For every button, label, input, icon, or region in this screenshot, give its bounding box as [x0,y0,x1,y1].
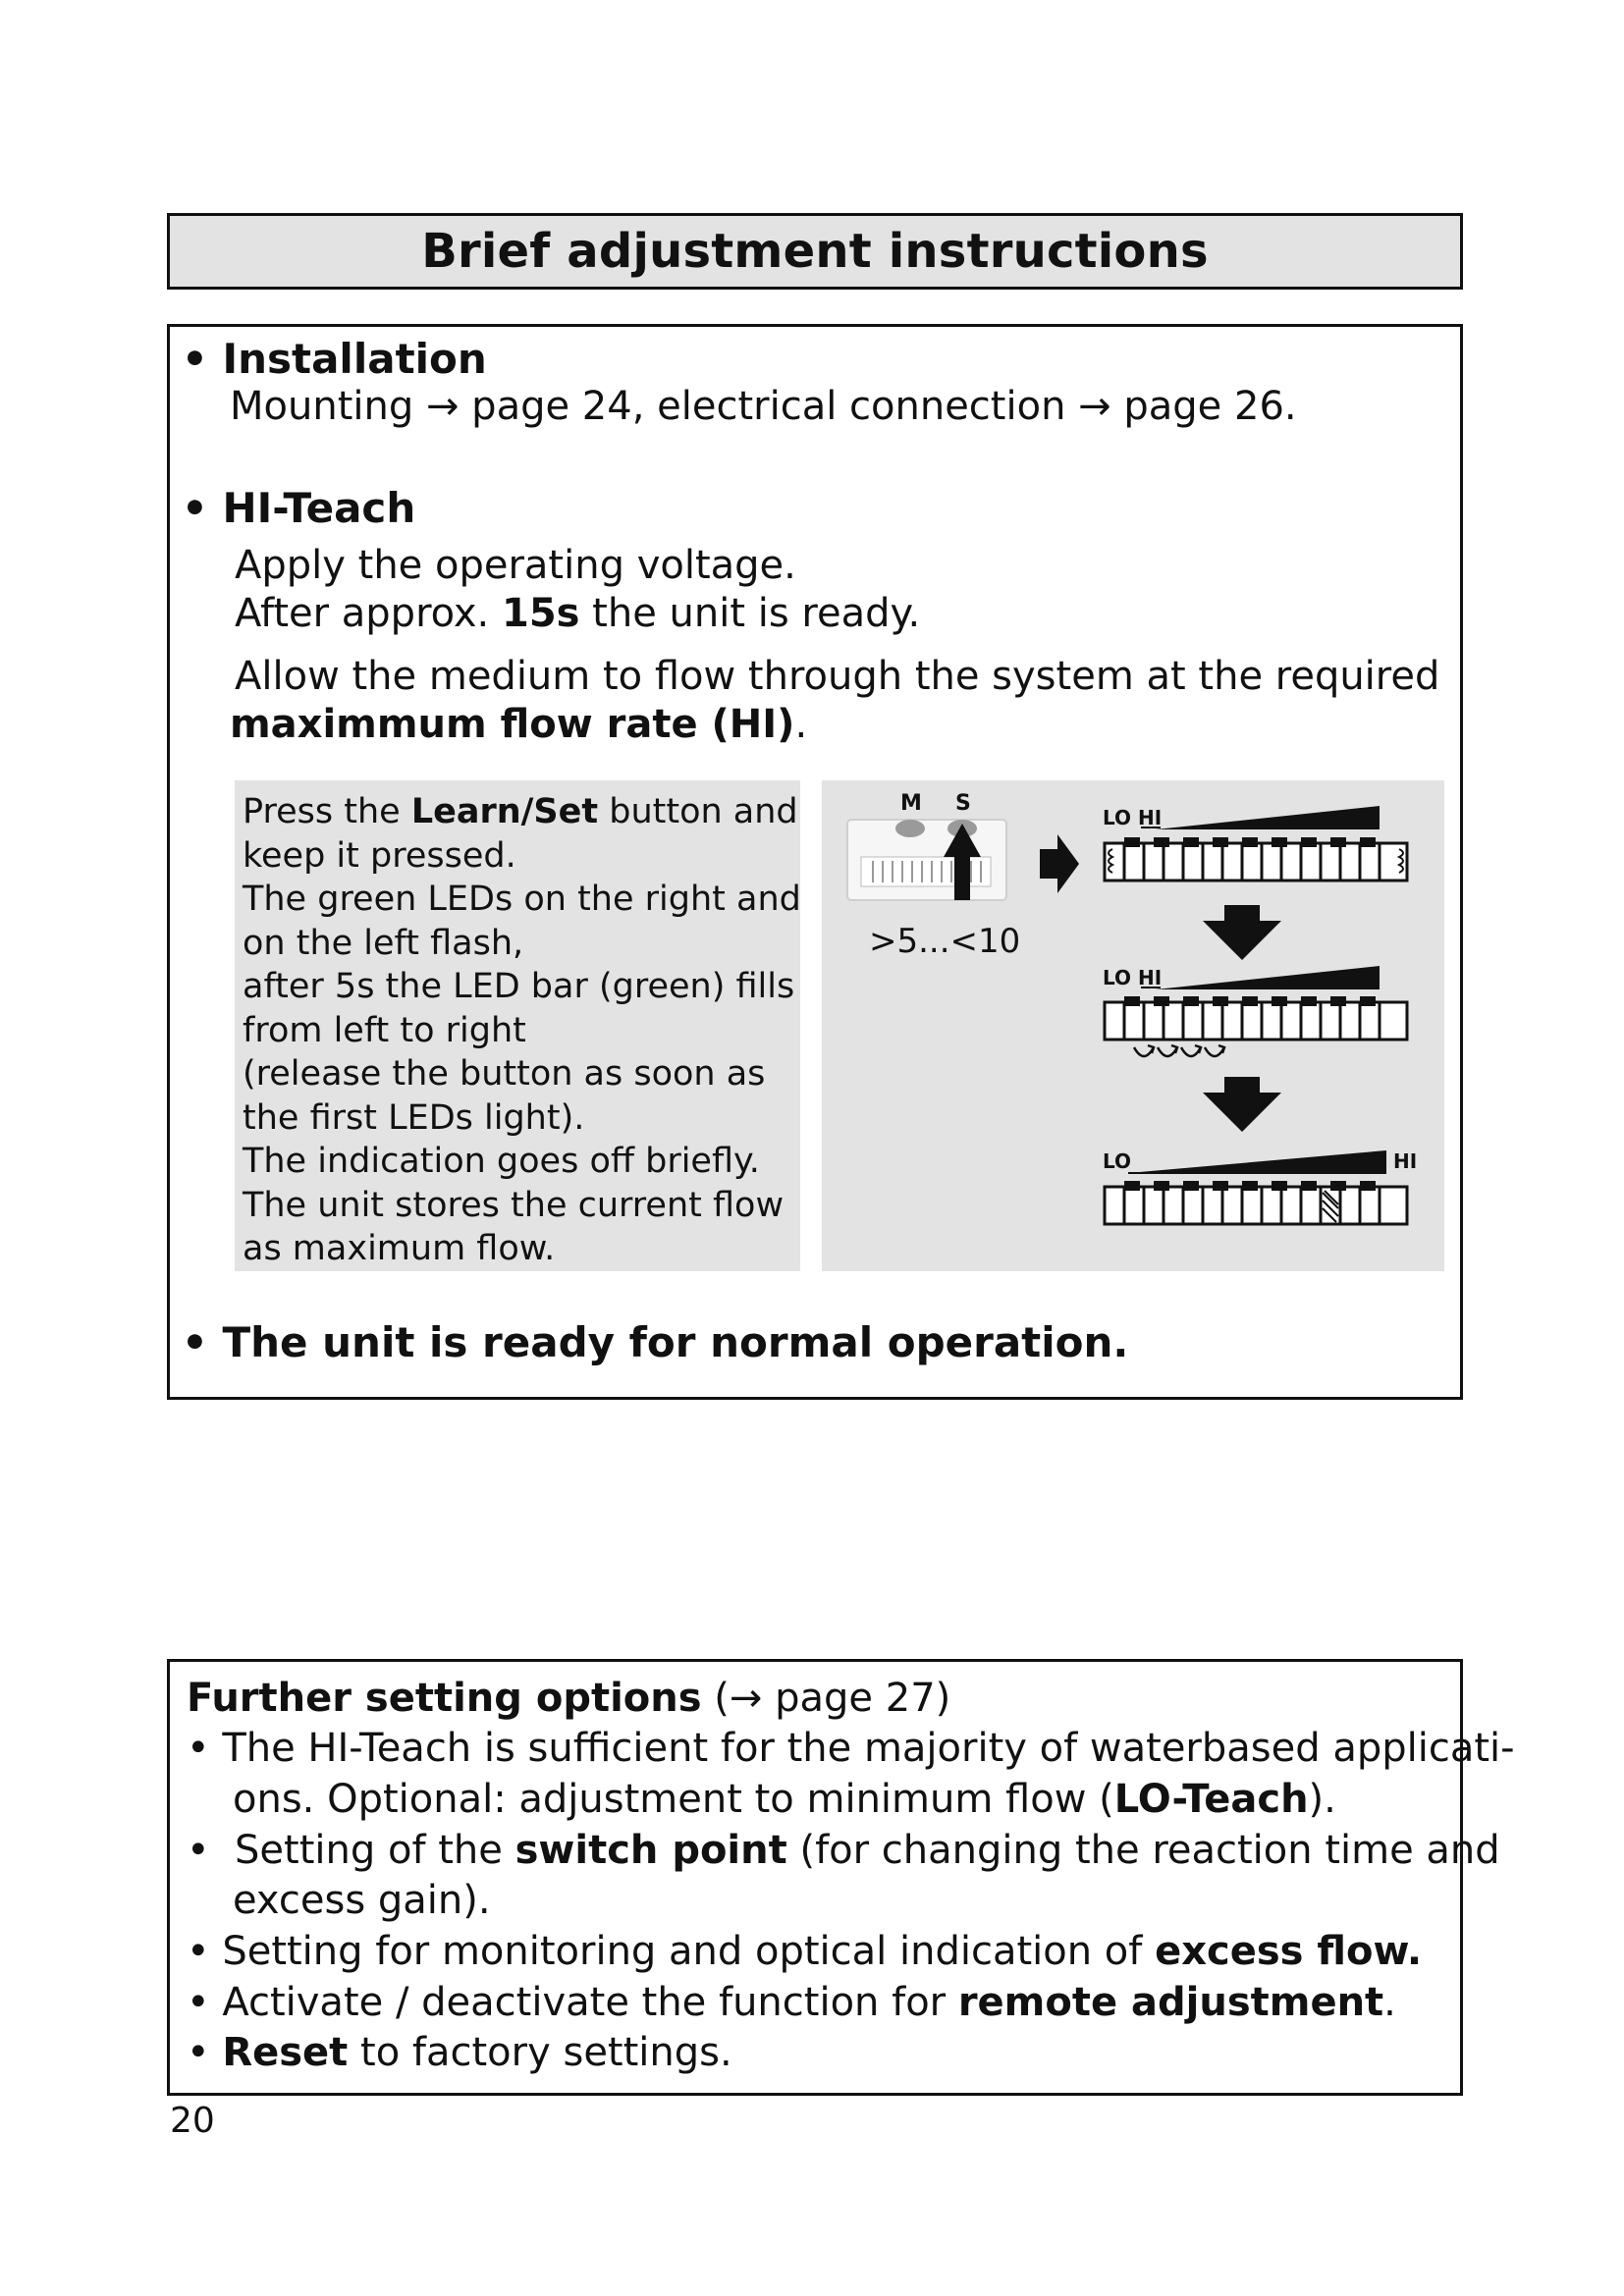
further-bullet-5-post: to factory settings. [348,2030,732,2075]
hiteach-heading [182,484,415,532]
instructions-box [167,324,1463,1400]
right-arrow-icon [1040,834,1079,893]
ready-statement [182,1318,1128,1366]
further-bullet-2-cont: excess gain). [233,1878,491,1923]
installation-text-mid: page 24, electrical connection [459,384,1079,429]
procedure-line: keep it pressed. [243,835,516,876]
title-box [167,213,1463,290]
further-bullet-2-pre: Setting of the [235,1828,515,1873]
hiteach-line-4-bold: maximmum flow rate (HI) [230,702,795,747]
further-bullet-1-text: The HI-Teach is sufficient for the majority of waterbased applicati- [222,1726,1515,1771]
further-bullet-4-post: . [1383,1980,1396,2025]
installation-heading-text: Installation [222,335,487,383]
further-bullet-1 [187,1724,1515,1773]
excess-flow-label: excess flow. [1155,1929,1423,1974]
hiteach-line-3: Allow the medium to flow through the system at the required [235,654,1440,699]
bullet: • [187,1726,210,1771]
hiteach-heading-text: HI-Teach [222,484,416,532]
page-number: 20 [170,2101,215,2141]
arrow-icon: → [729,1676,763,1721]
further-bullet-4 [187,1978,1396,2027]
procedure-line: (release the button as soon as [243,1054,766,1094]
hi-label-3: HI [1393,1149,1418,1173]
bullet: • [182,1318,208,1366]
lo-hi-label-1: LO HI [1103,806,1163,829]
procedure-line: after 5s the LED bar (green) fills [243,967,795,1006]
down-arrow-icon [1203,1077,1281,1132]
further-bullet-3 [187,1927,1422,1976]
led-bar-stage-1 [1103,806,1407,881]
arrow-icon: → [425,384,460,429]
procedure-line: on the left flash, [243,923,524,963]
m-button [895,820,925,837]
procedure-text-panel [235,780,800,1271]
further-heading-post: page 27) [762,1676,951,1721]
s-label: S [955,791,971,816]
remote-adjustment-label: remote adjustment [957,1980,1384,2025]
bullet: • [187,1828,210,1873]
led-sequence-figure [822,780,1444,1271]
further-heading-pre: ( [701,1676,730,1721]
procedure-line: The indication goes off briefly. [243,1142,760,1181]
bullet: • [182,335,208,383]
procedure-line-1-pre: Press the [243,792,411,831]
reset-label: Reset [222,2030,349,2075]
hiteach-line-4 [230,700,807,749]
led-sequence-diagram [822,780,1444,1271]
installation-text-post: page 26. [1110,384,1297,429]
further-bullet-1-cont-pre: ons. Optional: adjustment to minimum flow ( [233,1777,1114,1822]
bullet: • [187,1929,210,1974]
further-bullet-1-cont [233,1775,1336,1824]
down-arrow-icon [1203,905,1281,960]
switch-point-label: switch point [514,1828,787,1873]
procedure-line: The unit stores the current flow [243,1185,785,1225]
bullet: • [187,2030,210,2075]
further-bullet-1-cont-post: ). [1308,1777,1336,1822]
further-heading [187,1674,950,1723]
ready-statement-text: The unit is ready for normal operation. [222,1318,1129,1366]
procedure-line [243,790,798,834]
m-label: M [900,791,922,816]
hiteach-line-4-post: . [794,702,808,747]
installation-text [230,382,1297,431]
fill-progress-icon [1134,1045,1224,1056]
device-front [847,820,1006,900]
bullet: • [187,1980,210,2025]
procedure-line: the first LEDs light). [243,1097,585,1138]
led-bar-stage-2 [1103,966,1407,1056]
learn-set-label: Learn/Set [410,792,599,831]
further-bullet-5 [187,2028,732,2077]
page-title: Brief adjustment instructions [421,224,1209,279]
further-bullet-2-post: (for changing the reaction time and [786,1828,1500,1873]
hiteach-line-2-pre: After approx. [235,591,502,636]
arrow-icon: → [1078,384,1111,429]
hiteach-line-2 [235,589,920,638]
hiteach-line-2-post: the unit is ready. [579,591,921,636]
lo-teach-label: LO-Teach [1113,1777,1309,1822]
hiteach-line-1: Apply the operating voltage. [235,543,796,588]
installation-heading [182,335,487,383]
procedure-line-1-post: button and [598,792,798,831]
hiteach-line-2-bold: 15s [501,591,580,636]
further-heading-bold: Further setting options [187,1676,702,1721]
led-bar-stage-3 [1103,1149,1417,1224]
lo-hi-label-2: LO HI [1103,966,1163,989]
lo-label-3: LO [1103,1149,1132,1173]
bullet: • [182,484,208,532]
further-bullet-4-pre: Activate / deactivate the function for [222,1980,958,2025]
procedure-line: as maximum flow. [243,1229,556,1268]
further-bullet-3-pre: Setting for monitoring and optical indication of [222,1929,1156,1974]
further-options-box [167,1659,1515,2096]
procedure-line: from left to right [243,1010,526,1050]
timing-label: >5...<10 [869,922,1021,961]
installation-text-pre: Mounting [230,384,426,429]
further-bullet-2 [187,1826,1500,1875]
procedure-line: The green LEDs on the right and [243,880,801,919]
